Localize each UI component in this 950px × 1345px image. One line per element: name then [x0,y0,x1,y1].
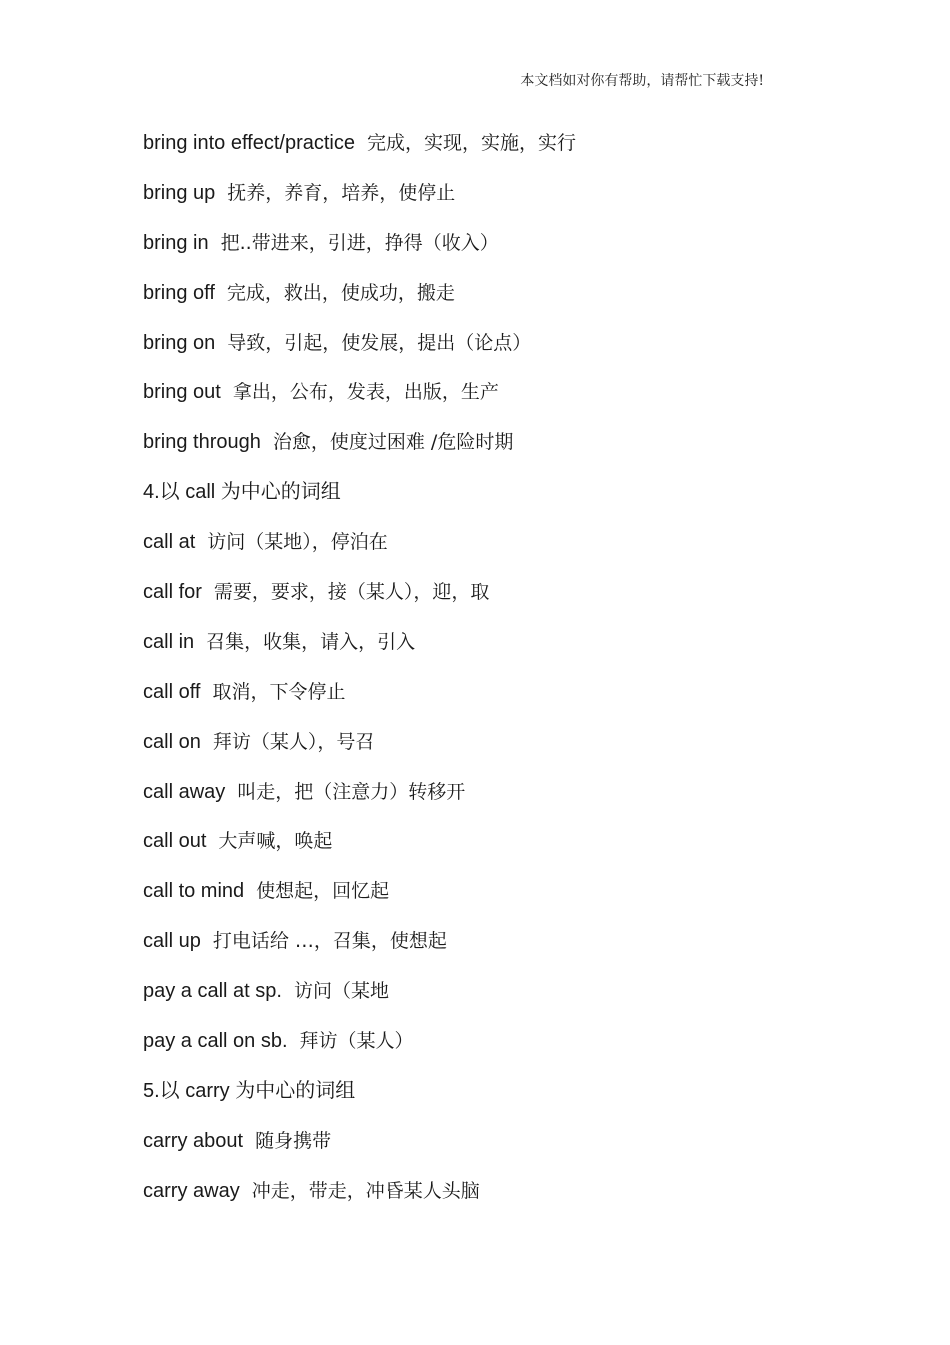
phrase-term: call for [143,581,202,604]
section-heading [143,1072,863,1122]
phrase-entry [143,922,863,972]
phrase-entry [143,423,863,473]
phrase-term: pay a call at sp. [143,980,282,1003]
phrase-meaning: 拜访（某人），号召 [212,730,375,753]
phrase-term: call up [143,930,201,953]
phrase-term: call to mind [143,880,245,903]
section-heading [143,473,863,523]
phrase-meaning: 大声喊，唤起 [218,830,333,853]
phrase-term: bring on [143,331,216,354]
phrase-term: call on [143,730,201,753]
phrase-entry [143,373,863,423]
phrase-entry [143,773,863,823]
phrase-entry [143,573,863,623]
phrase-term: call off [143,680,201,703]
section-heading-text: 4.以 call 为中心的词组 [143,481,341,504]
phrase-meaning: 完成，救出，使成功，搬走 [226,281,455,304]
phrase-meaning: 导致，引起，使发展，提出（论点） [227,331,532,354]
phrase-entry [143,124,863,174]
phrase-meaning: 冲走，带走，冲昏某人头脑 [251,1179,480,1202]
phrase-entry [143,224,863,274]
phrase-entry [143,1022,863,1072]
phrase-meaning: 召集，收集，请入，引入 [206,630,416,653]
phrase-meaning: 访问（某地），停泊在 [207,531,388,554]
phrase-meaning: 需要，要求，接（某人），迎，取 [213,581,490,604]
phrase-entry [143,623,863,673]
phrase-term: call in [143,630,195,653]
phrase-term: carry away [143,1179,240,1202]
phrase-term: pay a call on sb. [143,1030,288,1053]
phrase-meaning: 叫走，把（注意力）转移开 [237,780,466,803]
phrase-entry [143,1172,863,1222]
phrase-term: bring in [143,231,209,254]
phrase-meaning: 随身携带 [255,1129,332,1152]
phrase-meaning: 完成，实现，实施，实行 [366,132,576,154]
phrase-entry [143,523,863,573]
phrase-entry [143,1122,863,1172]
phrase-meaning: 访问（某地 [293,980,389,1003]
phrase-entry [143,274,863,324]
phrase-term: call out [143,830,207,853]
phrase-term: bring through [143,431,261,454]
phrase-entry [143,972,863,1022]
phrase-meaning: 取消，下令停止 [212,680,346,703]
section-heading-text: 5.以 carry 为中心的词组 [143,1079,356,1102]
phrase-entry [143,723,863,773]
phrase-meaning: 拿出，公布，发表，出版，生产 [232,381,499,404]
phrase-meaning: 把..带进来，引进，挣得（收入） [220,231,499,254]
phrase-entry [143,673,863,723]
phrase-term: bring out [143,381,221,404]
phrase-term: bring up [143,181,216,204]
phrase-term: call away [143,780,226,803]
phrase-list [143,124,863,1222]
phrase-term: bring into effect/practice [143,132,355,154]
phrase-entry [143,872,863,922]
phrase-meaning: 抚养，养育，培养，使停止 [227,181,456,204]
phrase-entry [143,174,863,224]
phrase-entry [143,324,863,374]
phrase-term: bring off [143,281,215,304]
phrase-meaning: 打电话给 …，召集，使想起 [212,930,447,953]
phrase-meaning: 拜访（某人） [299,1030,414,1053]
phrase-meaning: 治愈，使度过困难 /危险时期 [272,431,514,454]
phrase-meaning: 使想起，回忆起 [256,880,390,903]
phrase-term: call at [143,531,196,554]
phrase-entry [143,822,863,872]
phrase-term: carry about [143,1129,244,1152]
header-note: 本文档如对你有帮助，请帮忙下载支持! [520,73,764,89]
